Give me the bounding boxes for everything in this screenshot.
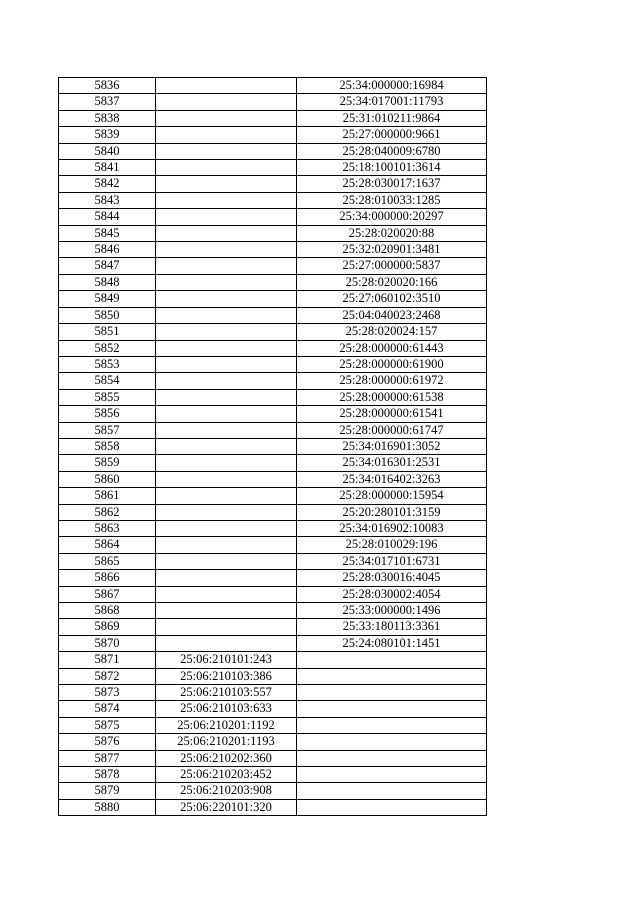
row-number-cell: 5863 bbox=[59, 520, 156, 536]
row-number-cell: 5871 bbox=[59, 652, 156, 668]
row-number-cell: 5858 bbox=[59, 438, 156, 454]
table-row bbox=[59, 389, 487, 405]
cadastral-number-cell-b: 25:34:016402:3263 bbox=[297, 471, 487, 487]
cadastral-number-cell-b: 25:28:000000:61538 bbox=[297, 389, 487, 405]
table-row bbox=[59, 373, 487, 389]
cadastral-number-cell-b bbox=[297, 701, 487, 717]
row-number-cell: 5850 bbox=[59, 307, 156, 323]
table-row bbox=[59, 160, 487, 176]
cadastral-number-cell-a bbox=[156, 340, 297, 356]
cadastral-number-cell-a bbox=[156, 110, 297, 126]
row-number-cell: 5874 bbox=[59, 701, 156, 717]
cadastral-number-cell-b bbox=[297, 652, 487, 668]
row-number-cell: 5876 bbox=[59, 734, 156, 750]
cadastral-number-cell-b: 25:28:000000:15954 bbox=[297, 488, 487, 504]
row-number-cell: 5870 bbox=[59, 635, 156, 651]
cadastral-numbers-table bbox=[58, 77, 487, 816]
row-number-cell: 5837 bbox=[59, 94, 156, 110]
table-row bbox=[59, 78, 487, 94]
row-number-cell: 5861 bbox=[59, 488, 156, 504]
cadastral-number-cell-b: 25:28:030016:4045 bbox=[297, 570, 487, 586]
cadastral-number-cell-b: 25:28:020020:166 bbox=[297, 274, 487, 290]
cadastral-number-cell-b: 25:34:017001:11793 bbox=[297, 94, 487, 110]
cadastral-number-cell-a bbox=[156, 127, 297, 143]
cadastral-number-cell-b: 25:33:000000:1496 bbox=[297, 603, 487, 619]
cadastral-number-cell-b bbox=[297, 668, 487, 684]
row-number-cell: 5853 bbox=[59, 356, 156, 372]
cadastral-number-cell-a bbox=[156, 356, 297, 372]
row-number-cell: 5838 bbox=[59, 110, 156, 126]
cadastral-number-cell-a bbox=[156, 619, 297, 635]
table-row bbox=[59, 110, 487, 126]
cadastral-number-cell-b: 25:33:180113:3361 bbox=[297, 619, 487, 635]
table-row bbox=[59, 767, 487, 783]
cadastral-number-cell-a bbox=[156, 570, 297, 586]
row-number-cell: 5857 bbox=[59, 422, 156, 438]
cadastral-number-cell-b: 25:04:040023:2468 bbox=[297, 307, 487, 323]
row-number-cell: 5846 bbox=[59, 242, 156, 258]
row-number-cell: 5864 bbox=[59, 537, 156, 553]
cadastral-number-cell-a bbox=[156, 324, 297, 340]
cadastral-number-cell-a bbox=[156, 242, 297, 258]
cadastral-number-cell-a bbox=[156, 373, 297, 389]
cadastral-number-cell-a: 25:06:210201:1193 bbox=[156, 734, 297, 750]
cadastral-number-cell-b bbox=[297, 799, 487, 815]
table-body bbox=[59, 78, 487, 816]
table-row bbox=[59, 356, 487, 372]
cadastral-number-cell-a bbox=[156, 520, 297, 536]
cadastral-number-cell-b: 25:28:030017:1637 bbox=[297, 176, 487, 192]
row-number-cell: 5856 bbox=[59, 406, 156, 422]
cadastral-number-cell-a bbox=[156, 438, 297, 454]
table-row bbox=[59, 471, 487, 487]
cadastral-number-cell-a bbox=[156, 389, 297, 405]
cadastral-number-cell-b: 25:28:000000:61747 bbox=[297, 422, 487, 438]
cadastral-number-cell-a: 25:06:210201:1192 bbox=[156, 717, 297, 733]
table-row bbox=[59, 619, 487, 635]
cadastral-number-cell-a: 25:06:210202:360 bbox=[156, 750, 297, 766]
row-number-cell: 5844 bbox=[59, 209, 156, 225]
cadastral-number-cell-b: 25:28:020020:88 bbox=[297, 225, 487, 241]
table-row bbox=[59, 127, 487, 143]
table-row bbox=[59, 455, 487, 471]
table-row bbox=[59, 668, 487, 684]
table-row bbox=[59, 274, 487, 290]
row-number-cell: 5859 bbox=[59, 455, 156, 471]
cadastral-number-cell-a bbox=[156, 504, 297, 520]
cadastral-number-cell-b: 25:31:010211:9864 bbox=[297, 110, 487, 126]
table-row bbox=[59, 734, 487, 750]
row-number-cell: 5851 bbox=[59, 324, 156, 340]
table-row bbox=[59, 209, 487, 225]
cadastral-number-cell-b: 25:28:000000:61900 bbox=[297, 356, 487, 372]
cadastral-number-cell-a: 25:06:210103:633 bbox=[156, 701, 297, 717]
row-number-cell: 5868 bbox=[59, 603, 156, 619]
cadastral-number-cell-b: 25:27:000000:5837 bbox=[297, 258, 487, 274]
cadastral-number-cell-a bbox=[156, 160, 297, 176]
cadastral-number-cell-b: 25:34:016901:3052 bbox=[297, 438, 487, 454]
cadastral-number-cell-b: 25:34:016902:10083 bbox=[297, 520, 487, 536]
cadastral-number-cell-a: 25:06:210203:452 bbox=[156, 767, 297, 783]
row-number-cell: 5847 bbox=[59, 258, 156, 274]
table-row bbox=[59, 192, 487, 208]
table-row bbox=[59, 783, 487, 799]
table-row bbox=[59, 258, 487, 274]
cadastral-number-cell-b: 25:34:000000:20297 bbox=[297, 209, 487, 225]
table-row bbox=[59, 225, 487, 241]
cadastral-number-cell-b: 25:28:000000:61541 bbox=[297, 406, 487, 422]
table-row bbox=[59, 701, 487, 717]
row-number-cell: 5872 bbox=[59, 668, 156, 684]
cadastral-number-cell-a bbox=[156, 192, 297, 208]
cadastral-number-cell-b: 25:28:040009:6780 bbox=[297, 143, 487, 159]
table-row bbox=[59, 652, 487, 668]
row-number-cell: 5854 bbox=[59, 373, 156, 389]
cadastral-number-cell-a bbox=[156, 94, 297, 110]
table-row bbox=[59, 488, 487, 504]
table-row bbox=[59, 570, 487, 586]
row-number-cell: 5867 bbox=[59, 586, 156, 602]
cadastral-number-cell-a bbox=[156, 143, 297, 159]
table-row bbox=[59, 799, 487, 815]
cadastral-number-cell-a bbox=[156, 209, 297, 225]
cadastral-number-cell-b bbox=[297, 783, 487, 799]
cadastral-number-cell-b: 25:34:000000:16984 bbox=[297, 78, 487, 94]
cadastral-number-cell-a: 25:06:220101:320 bbox=[156, 799, 297, 815]
table-row bbox=[59, 553, 487, 569]
cadastral-number-cell-a: 25:06:210103:386 bbox=[156, 668, 297, 684]
cadastral-number-cell-b bbox=[297, 750, 487, 766]
table-row bbox=[59, 340, 487, 356]
table-row bbox=[59, 603, 487, 619]
cadastral-number-cell-b: 25:28:030002:4054 bbox=[297, 586, 487, 602]
cadastral-number-cell-a bbox=[156, 176, 297, 192]
row-number-cell: 5880 bbox=[59, 799, 156, 815]
cadastral-number-cell-b bbox=[297, 767, 487, 783]
row-number-cell: 5848 bbox=[59, 274, 156, 290]
cadastral-number-cell-a: 25:06:210203:908 bbox=[156, 783, 297, 799]
row-number-cell: 5852 bbox=[59, 340, 156, 356]
cadastral-number-cell-a: 25:06:210103:557 bbox=[156, 685, 297, 701]
cadastral-number-cell-b: 25:34:016301:2531 bbox=[297, 455, 487, 471]
cadastral-number-cell-b bbox=[297, 717, 487, 733]
row-number-cell: 5845 bbox=[59, 225, 156, 241]
cadastral-number-cell-a bbox=[156, 553, 297, 569]
cadastral-number-cell-b: 25:18:100101:3614 bbox=[297, 160, 487, 176]
table-row bbox=[59, 176, 487, 192]
cadastral-number-cell-b: 25:27:060102:3510 bbox=[297, 291, 487, 307]
table-row bbox=[59, 406, 487, 422]
cadastral-number-cell-b bbox=[297, 685, 487, 701]
table-row bbox=[59, 717, 487, 733]
row-number-cell: 5840 bbox=[59, 143, 156, 159]
row-number-cell: 5843 bbox=[59, 192, 156, 208]
cadastral-number-cell-a bbox=[156, 488, 297, 504]
row-number-cell: 5860 bbox=[59, 471, 156, 487]
table-row bbox=[59, 438, 487, 454]
cadastral-number-cell-b bbox=[297, 734, 487, 750]
cadastral-number-cell-b: 25:28:000000:61443 bbox=[297, 340, 487, 356]
table-row bbox=[59, 422, 487, 438]
row-number-cell: 5841 bbox=[59, 160, 156, 176]
cadastral-number-cell-a bbox=[156, 274, 297, 290]
cadastral-number-cell-b: 25:34:017101:6731 bbox=[297, 553, 487, 569]
cadastral-number-cell-b: 25:32:020901:3481 bbox=[297, 242, 487, 258]
cadastral-number-cell-a bbox=[156, 635, 297, 651]
cadastral-number-cell-a bbox=[156, 78, 297, 94]
cadastral-number-cell-a bbox=[156, 258, 297, 274]
row-number-cell: 5839 bbox=[59, 127, 156, 143]
row-number-cell: 5877 bbox=[59, 750, 156, 766]
row-number-cell: 5865 bbox=[59, 553, 156, 569]
cadastral-number-cell-a bbox=[156, 291, 297, 307]
table-row bbox=[59, 307, 487, 323]
cadastral-number-cell-b: 25:27:000000:9661 bbox=[297, 127, 487, 143]
row-number-cell: 5866 bbox=[59, 570, 156, 586]
cadastral-number-cell-a bbox=[156, 406, 297, 422]
table-row bbox=[59, 520, 487, 536]
cadastral-number-cell-a bbox=[156, 537, 297, 553]
row-number-cell: 5849 bbox=[59, 291, 156, 307]
table-row bbox=[59, 537, 487, 553]
table-row bbox=[59, 242, 487, 258]
row-number-cell: 5869 bbox=[59, 619, 156, 635]
row-number-cell: 5855 bbox=[59, 389, 156, 405]
table-row bbox=[59, 504, 487, 520]
table-row bbox=[59, 635, 487, 651]
table-row bbox=[59, 324, 487, 340]
row-number-cell: 5862 bbox=[59, 504, 156, 520]
cadastral-number-cell-b: 25:20:280101:3159 bbox=[297, 504, 487, 520]
row-number-cell: 5879 bbox=[59, 783, 156, 799]
table-row bbox=[59, 291, 487, 307]
cadastral-number-cell-b: 25:28:000000:61972 bbox=[297, 373, 487, 389]
table-row bbox=[59, 94, 487, 110]
cadastral-number-cell-a bbox=[156, 307, 297, 323]
cadastral-number-cell-a bbox=[156, 471, 297, 487]
table-row bbox=[59, 685, 487, 701]
cadastral-number-cell-a: 25:06:210101:243 bbox=[156, 652, 297, 668]
row-number-cell: 5875 bbox=[59, 717, 156, 733]
cadastral-number-cell-b: 25:28:010029:196 bbox=[297, 537, 487, 553]
cadastral-number-cell-b: 25:28:010033:1285 bbox=[297, 192, 487, 208]
cadastral-number-cell-a bbox=[156, 455, 297, 471]
row-number-cell: 5836 bbox=[59, 78, 156, 94]
row-number-cell: 5873 bbox=[59, 685, 156, 701]
cadastral-number-cell-a bbox=[156, 603, 297, 619]
row-number-cell: 5878 bbox=[59, 767, 156, 783]
table-row bbox=[59, 143, 487, 159]
cadastral-number-cell-a bbox=[156, 225, 297, 241]
cadastral-number-cell-b: 25:28:020024:157 bbox=[297, 324, 487, 340]
cadastral-number-cell-a bbox=[156, 586, 297, 602]
table-row bbox=[59, 586, 487, 602]
row-number-cell: 5842 bbox=[59, 176, 156, 192]
table-row bbox=[59, 750, 487, 766]
cadastral-number-cell-b: 25:24:080101:1451 bbox=[297, 635, 487, 651]
cadastral-number-cell-a bbox=[156, 422, 297, 438]
